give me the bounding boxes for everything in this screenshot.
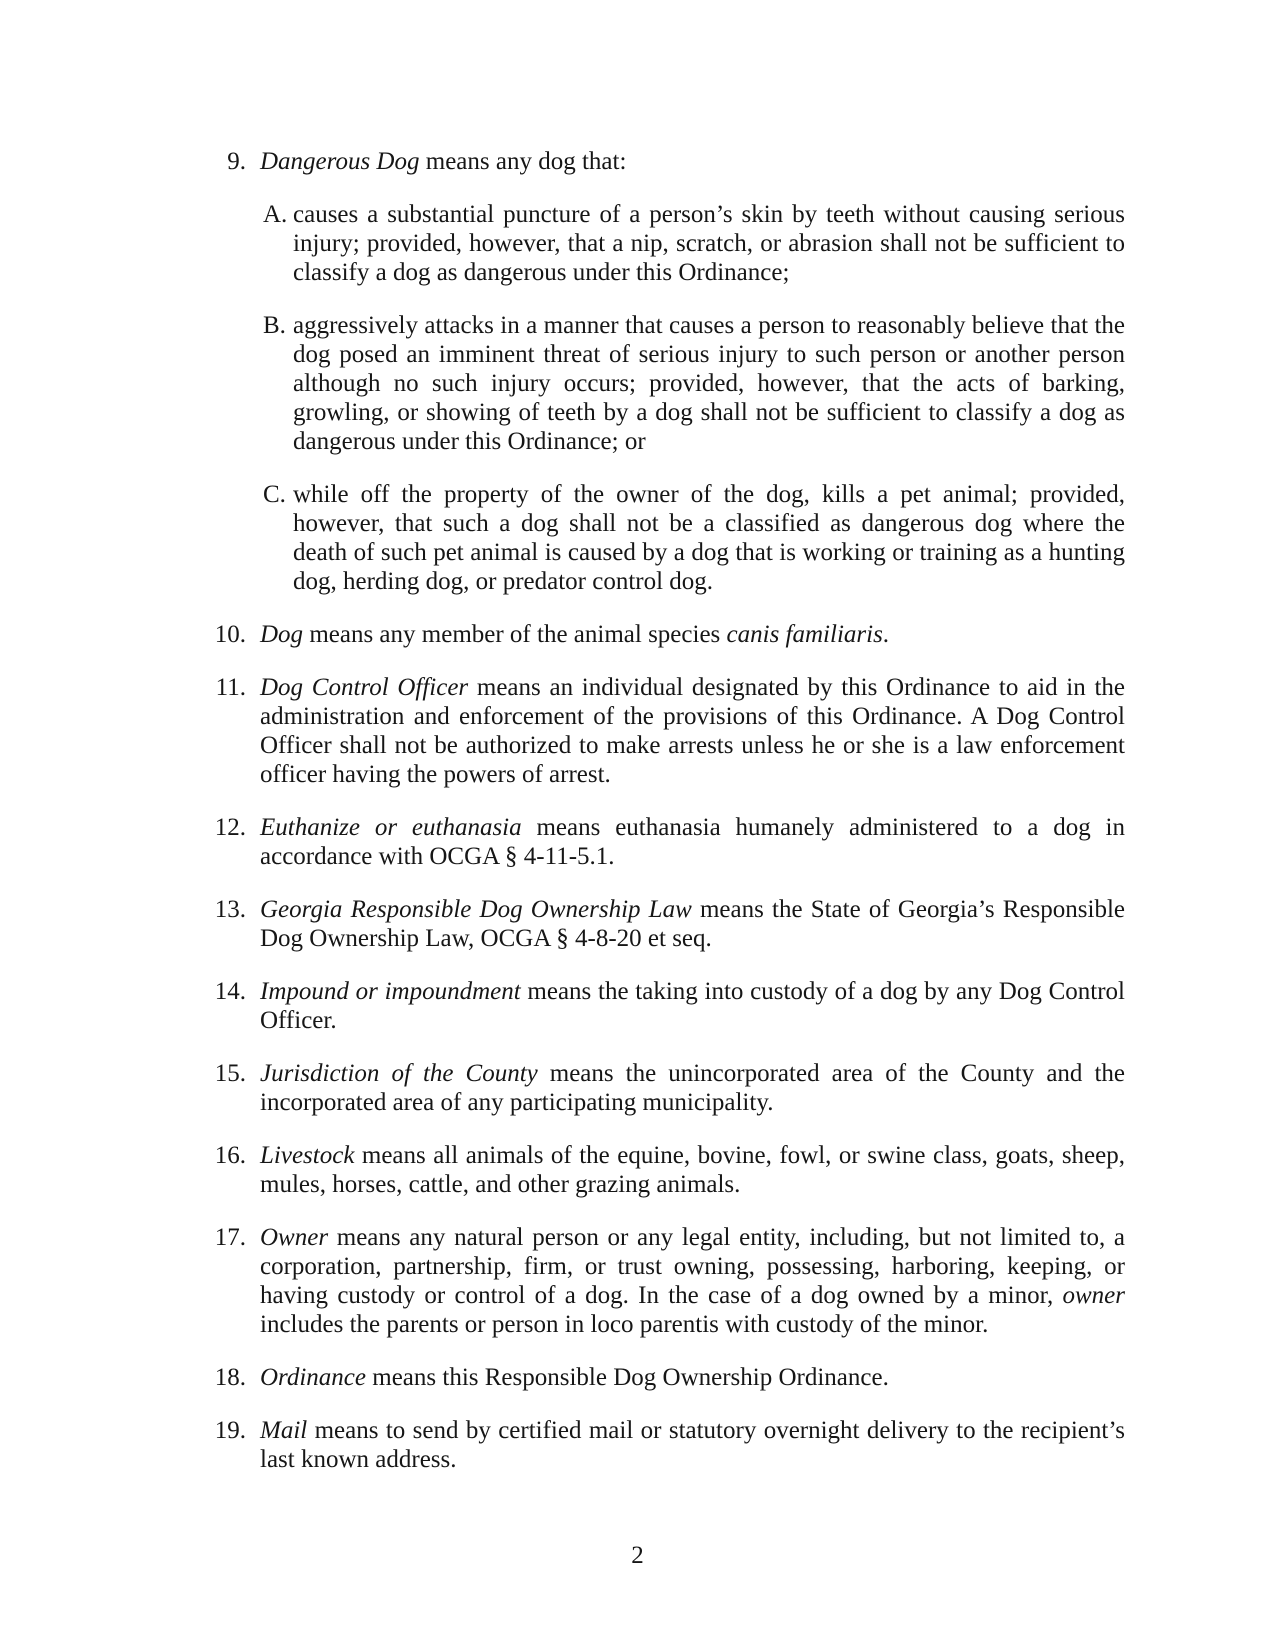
page-number: 2 <box>631 1542 644 1569</box>
defined-term: Impound or impoundment <box>260 978 521 1005</box>
defined-term: Euthanize or euthanasia <box>260 814 522 841</box>
definition-text: means this Responsible Dog Ownership Ordinance. <box>366 1364 889 1391</box>
sub-item-A <box>260 200 1125 287</box>
definition-item-14 <box>213 977 1125 1035</box>
item-number: 17. <box>214 1224 246 1251</box>
item-number: 13. <box>214 896 246 923</box>
item-text <box>260 1416 1125 1474</box>
definition-text: means to send by certified mail or statutory overnight delivery to the recipient’s last known address. <box>260 1417 1125 1473</box>
definition-item-18 <box>213 1363 1125 1392</box>
definition-text: includes the parents or person in loco parentis with custody of the minor. <box>260 1311 989 1338</box>
defined-term: Dog <box>260 621 304 648</box>
definition-text: aggressively attacks in a manner that causes a person to reasonably believe that the dog posed an imminent threat of serious injury to such person or another person although no such injury occurs; provided, however, that the acts of barking, growling, or showing of teeth by a dog shall not be sufficient to classify a dog as dangerous under this Ordinance; or <box>293 312 1125 455</box>
definition-text: means an individual designated by this Ordinance to aid in the administration and enforcement of the provisions of this Ordinance. A Dog Control Officer shall not be authorized to make arrests unless he or she is a law enforcement officer having the powers of arrest. <box>260 674 1125 788</box>
item-number: 12. <box>214 814 246 841</box>
item-number: 18. <box>214 1364 246 1391</box>
defined-term: canis familiaris <box>726 621 883 648</box>
item-text <box>260 1141 1125 1199</box>
sub-item-C <box>260 480 1125 596</box>
definition-item-11 <box>213 673 1125 789</box>
sub-item-letter: A. <box>263 201 288 228</box>
item-text <box>260 1223 1125 1339</box>
definition-item-10 <box>213 620 1125 649</box>
definition-text: while off the property of the owner of the dog, kills a pet animal; provided, however, that such a dog shall not be a classified as dangerous dog where the death of such pet animal is caused by a dog that is working or training as a hunting dog, herding dog, or predator control dog. <box>293 481 1125 595</box>
item-number: 16. <box>214 1142 246 1169</box>
definition-text: means all animals of the equine, bovine, fowl, or swine class, goats, sheep, mules, horses, cattle, and other grazing animals. <box>260 1142 1125 1198</box>
defined-term: Dog Control Officer <box>260 674 469 701</box>
page-footer <box>0 1541 1275 1570</box>
item-number: 9. <box>227 148 246 175</box>
definition-item-15 <box>213 1059 1125 1117</box>
definition-item-17 <box>213 1223 1125 1339</box>
item-number: 15. <box>214 1060 246 1087</box>
definition-item-19 <box>213 1416 1125 1474</box>
defined-term: Owner <box>260 1224 329 1251</box>
definition-text: means the unincorporated area of the County and the incorporated area of any participating municipality. <box>260 1060 1125 1116</box>
defined-term: Livestock <box>260 1142 355 1169</box>
definition-text: means the State of Georgia’s Responsible Dog Ownership Law, OCGA § 4-8-20 et seq. <box>260 896 1126 952</box>
item-text <box>260 147 1125 176</box>
definition-item-13 <box>213 895 1125 953</box>
defined-term: Dangerous Dog <box>260 148 420 175</box>
definition-item-16 <box>213 1141 1125 1199</box>
item-text <box>260 620 1125 649</box>
definition-item-12 <box>213 813 1125 871</box>
definition-text: means euthanasia humanely administered to a dog in accordance with OCGA § 4-11-5.1. <box>260 814 1125 870</box>
item-text <box>260 673 1125 789</box>
defined-term: Ordinance <box>260 1364 366 1391</box>
item-number: 10. <box>214 621 246 648</box>
sub-item-text <box>293 311 1125 456</box>
item-number: 19. <box>214 1417 246 1444</box>
definition-text: means any member of the animal species <box>303 621 727 648</box>
sub-item-text <box>293 480 1125 596</box>
defined-term: owner <box>1062 1282 1125 1309</box>
item-number: 11. <box>215 674 246 701</box>
sub-item-letter: C. <box>263 481 286 508</box>
item-text <box>260 1059 1125 1117</box>
definitions-list <box>213 147 1125 1474</box>
sub-item-text <box>293 200 1125 287</box>
item-number: 14. <box>214 978 246 1005</box>
defined-term: Mail <box>260 1417 308 1444</box>
item-text <box>260 977 1125 1035</box>
defined-term: Georgia Responsible Dog Ownership Law <box>260 896 692 923</box>
definition-text: causes a substantial puncture of a person’s skin by teeth without causing serious injury; provided, however, that a nip, scratch, or abrasion shall not be sufficient to classify a dog as dangerous under this Ordinance; <box>293 201 1125 286</box>
definition-item-9 <box>213 147 1125 596</box>
item-text <box>260 895 1125 953</box>
definition-text: . <box>882 621 890 648</box>
definition-text: means any dog that: <box>419 148 627 175</box>
item-text <box>260 1363 1125 1392</box>
defined-term: Jurisdiction of the County <box>260 1060 538 1087</box>
sub-item-letter: B. <box>263 312 286 339</box>
item-text <box>260 813 1125 871</box>
definition-text: means any natural person or any legal entity, including, but not limited to, a corporation, partnership, firm, or trust owning, possessing, harboring, keeping, or having custody or control of a dog. In the case of a dog owned by a minor, <box>260 1224 1125 1309</box>
sub-item-B <box>260 311 1125 456</box>
definition-text: means the taking into custody of a dog by any Dog Control Officer. <box>260 978 1125 1034</box>
